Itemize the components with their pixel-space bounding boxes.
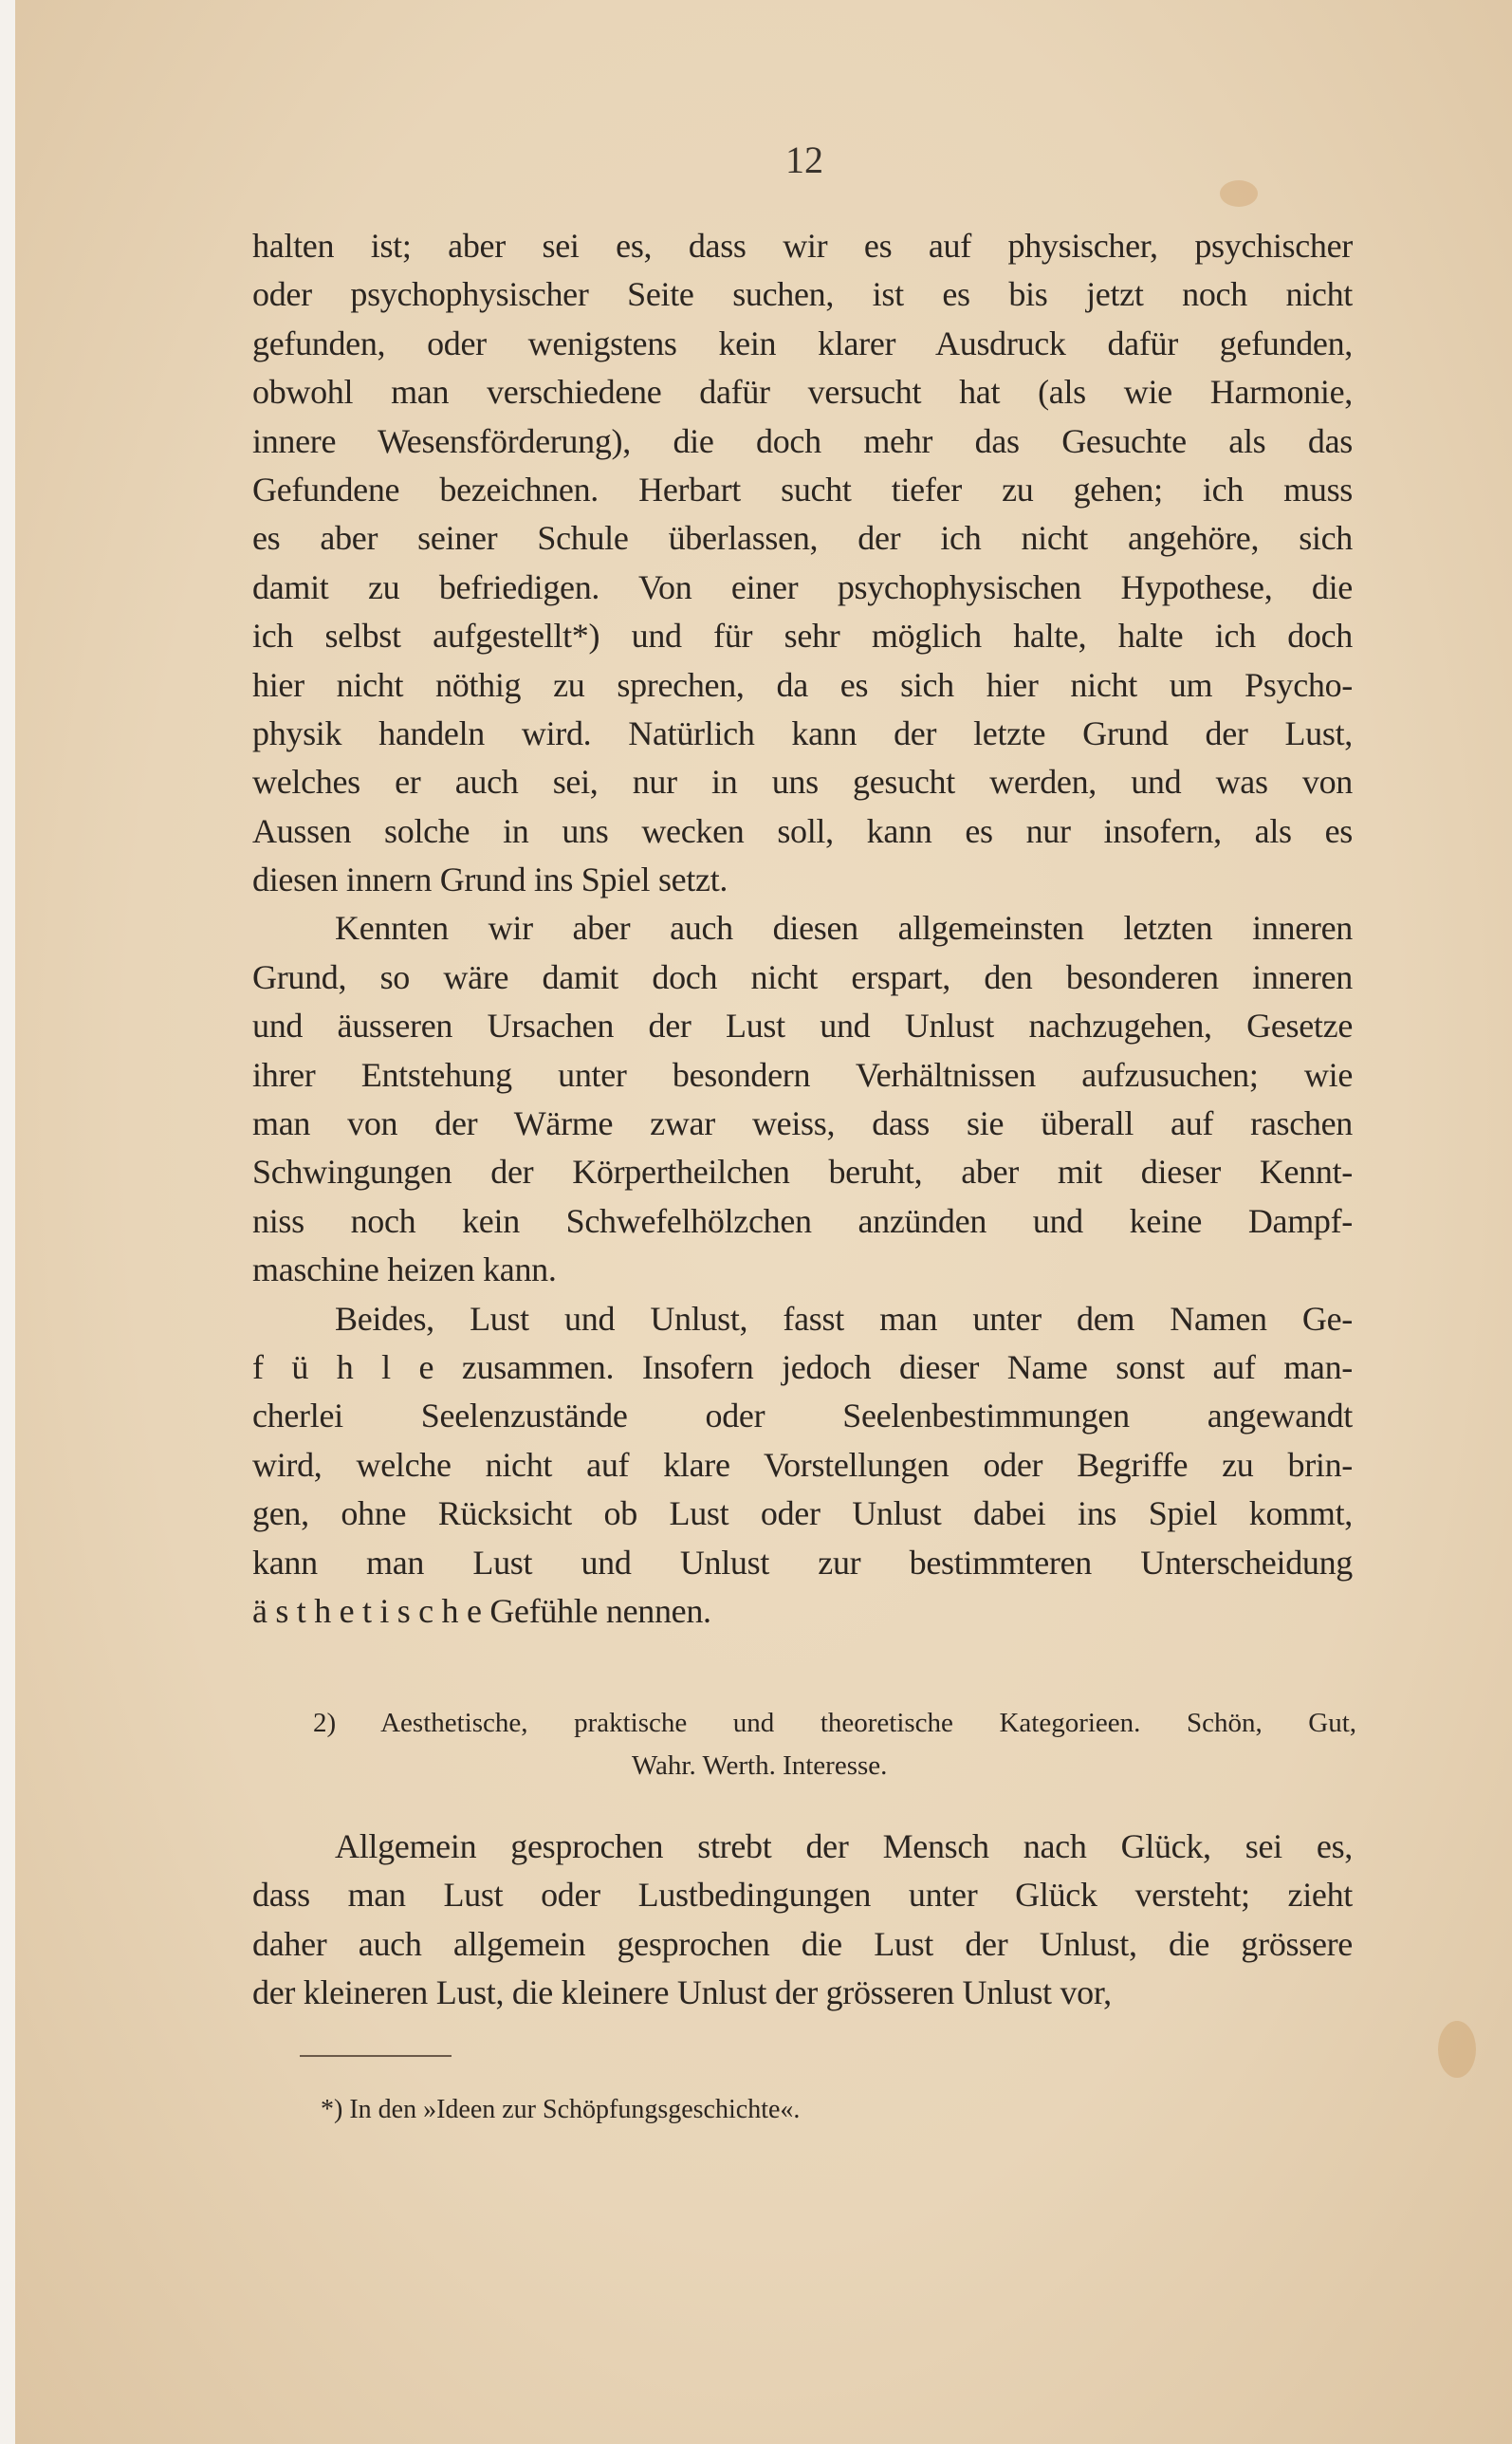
text-line: Aussen solche in uns wecken soll, kann es nur insofern, als es	[252, 811, 1353, 850]
text-line: welches er auch sei, nur in uns gesucht werden, und was von	[252, 763, 1353, 802]
text-line: ä s t h e t i s c h e Gefühle nennen.	[252, 1591, 711, 1630]
page-number: 12	[785, 139, 823, 181]
paragraph	[252, 1823, 1353, 2018]
text-line: man von der Wärme zwar weiss, dass sie überall auf raschen	[252, 1104, 1353, 1143]
text-line: hier nicht nöthig zu sprechen, da es sich hier nicht um Psycho-	[252, 665, 1353, 704]
text-line: und äusseren Ursachen der Lust und Unlust nachzugehen, Gesetze	[252, 1007, 1353, 1046]
text-line: maschine heizen kann.	[252, 1250, 557, 1289]
section-paragraph	[252, 1823, 1353, 2018]
footnote: *) In den »Ideen zur Schöpfungsgeschichte«.	[321, 2095, 801, 2124]
text-line: es aber seiner Schule überlassen, der ich nicht angehöre, sich	[252, 519, 1353, 558]
text-line: kann man Lust und Unlust zur bestimmteren Unterscheidung	[252, 1543, 1353, 1582]
text-line: wird, welche nicht auf klare Vorstellungen oder Begriffe zu brin-	[252, 1445, 1353, 1484]
text-line: niss noch kein Schwefelhölzchen anzünden und keine Dampf-	[252, 1201, 1353, 1240]
text-line: physik handeln wird. Natürlich kann der letzte Grund der Lust,	[252, 713, 1353, 752]
paragraph	[252, 1295, 1353, 1637]
text-line: cherlei Seelenzustände oder Seelenbestimmungen angewandt	[252, 1397, 1353, 1435]
text-line: Beides, Lust und Unlust, fasst man unter dem Namen Ge-	[335, 1299, 1353, 1338]
section-heading-line-1: 2) Aesthetische, praktische und theoretische Kategorieen. Schön, Gut,	[313, 1708, 1356, 1738]
text-line: Gefundene bezeichnen. Herbart sucht tiefer zu gehen; ich muss	[252, 470, 1353, 509]
text-line: damit zu befriedigen. Von einer psychophysischen Hypothese, die	[252, 567, 1353, 606]
paragraph	[252, 904, 1353, 1294]
book-page	[15, 0, 1512, 2444]
text-line: halten ist; aber sei es, dass wir es auf physischer, psychischer	[252, 227, 1353, 265]
text-line: Schwingungen der Körpertheilchen beruht, aber mit dieser Kennt-	[252, 1153, 1353, 1192]
text-line: diesen innern Grund ins Spiel setzt.	[252, 861, 728, 899]
body-text	[252, 222, 1353, 1636]
text-line: Allgemein gesprochen strebt der Mensch nach Glück, sei es,	[335, 1827, 1353, 1865]
text-line: ich selbst aufgestellt*) und für sehr möglich halte, halte ich doch	[252, 617, 1353, 656]
text-line: innere Wesensförderung), die doch mehr das Gesuchte als das	[252, 421, 1353, 460]
text-line: ihrer Entstehung unter besondern Verhältnissen aufzusuchen; wie	[252, 1055, 1353, 1094]
text-line: gen, ohne Rücksicht ob Lust oder Unlust dabei ins Spiel kommt,	[252, 1494, 1353, 1533]
footnote-divider	[300, 2055, 452, 2057]
section-heading-line-2: Wahr. Werth. Interesse.	[632, 1750, 888, 1781]
paper-stain	[1220, 180, 1258, 207]
paragraph	[252, 222, 1353, 904]
paper-stain	[1438, 2021, 1476, 2078]
text-line: oder psychophysischer Seite suchen, ist es bis jetzt noch nicht	[252, 275, 1353, 314]
text-line: f ü h l e zusammen. Insofern jedoch dieser Name sonst auf man-	[252, 1347, 1353, 1386]
text-line: Kennten wir aber auch diesen allgemeinsten letzten inneren	[335, 909, 1353, 948]
text-line: dass man Lust oder Lustbedingungen unter Glück versteht; zieht	[252, 1876, 1353, 1915]
text-line: gefunden, oder wenigstens kein klarer Ausdruck dafür gefunden,	[252, 324, 1353, 362]
text-line: der kleineren Lust, die kleinere Unlust der grösseren Unlust vor,	[252, 1973, 1112, 2012]
text-line: obwohl man verschiedene dafür versucht hat (als wie Harmonie,	[252, 373, 1353, 412]
text-line: daher auch allgemein gesprochen die Lust der Unlust, die grössere	[252, 1924, 1353, 1963]
text-line: Grund, so wäre damit doch nicht erspart, den besonderen inneren	[252, 957, 1353, 996]
